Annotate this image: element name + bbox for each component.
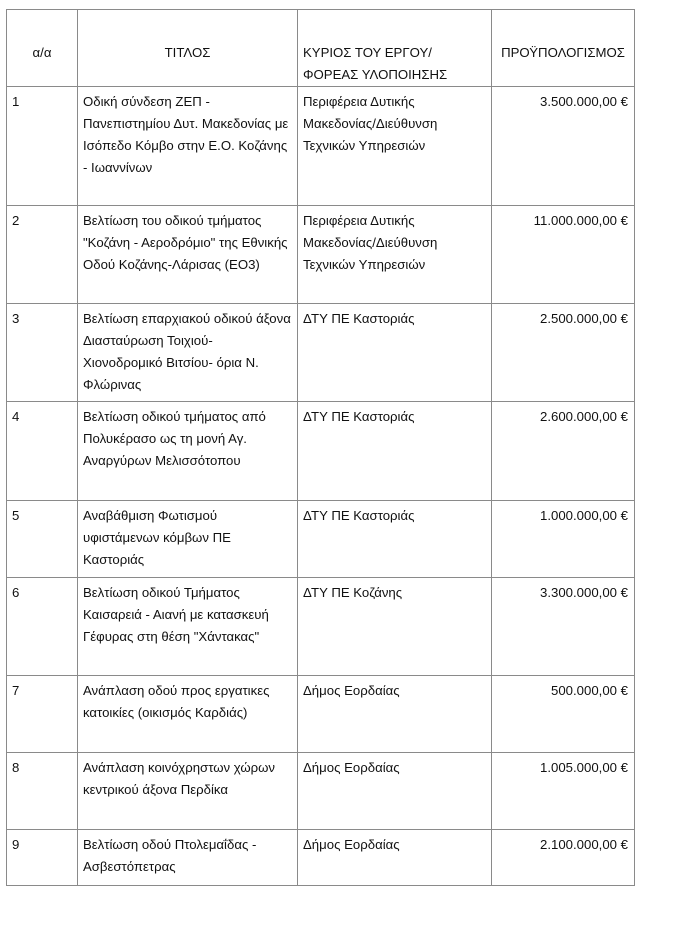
table-row [7, 830, 635, 886]
table-row [7, 753, 635, 830]
cell-aa: 5 [7, 501, 78, 578]
cell-title: Οδική σύνδεση ΖΕΠ - Πανεπιστημίου Δυτ. Μακεδονίας με Ισόπεδο Κόμβο στην Ε.Ο. Κοζάνης - Ιωαννίνων [78, 87, 298, 206]
table-body [7, 87, 635, 886]
cell-aa: 4 [7, 402, 78, 501]
cell-owner: ΔΤΥ ΠΕ Καστοριάς [298, 304, 492, 402]
cell-budget: 11.000.000,00 € [492, 206, 635, 304]
table-row [7, 402, 635, 501]
table-row [7, 578, 635, 676]
header-title: ΤΙΤΛΟΣ [78, 10, 298, 87]
cell-aa: 3 [7, 304, 78, 402]
table-row [7, 304, 635, 402]
cell-owner: Περιφέρεια Δυτικής Μακεδονίας/Διεύθυνση Τεχνικών Υπηρεσιών [298, 87, 492, 206]
cell-title: Βελτίωση του οδικού τμήματος "Κοζάνη - Αεροδρόμιο" της Εθνικής Οδού Κοζάνης-Λάρισας (ΕΟ3) [78, 206, 298, 304]
cell-budget: 1.005.000,00 € [492, 753, 635, 830]
cell-owner: Περιφέρεια Δυτικής Μακεδονίας/Διεύθυνση Τεχνικών Υπηρεσιών [298, 206, 492, 304]
cell-title: Ανάπλαση κοινόχρηστων χώρων κεντρικού άξονα Περδίκα [78, 753, 298, 830]
cell-title: Βελτίωση οδικού Τμήματος Καισαρειά - Αιανή με κατασκευή Γέφυρας στη θέση "Χάντακας" [78, 578, 298, 676]
cell-title: Βελτίωση οδικού τμήματος από Πολυκέρασο ως τη μονή Αγ. Αναργύρων Μελισσότοπου [78, 402, 298, 501]
projects-table [6, 9, 635, 886]
cell-budget: 2.500.000,00 € [492, 304, 635, 402]
cell-budget: 2.600.000,00 € [492, 402, 635, 501]
header-owner: ΚΥΡΙΟΣ ΤΟΥ ΕΡΓΟΥ/ΦΟΡΕΑΣ ΥΛΟΠΟΙΗΣΗΣ [298, 10, 492, 87]
cell-budget: 500.000,00 € [492, 676, 635, 753]
cell-title: Βελτίωση οδού Πτολεμαΐδας - Ασβεστόπετρας [78, 830, 298, 886]
table-row [7, 676, 635, 753]
cell-owner: Δήμος Εορδαίας [298, 676, 492, 753]
cell-title: Αναβάθμιση Φωτισμού υφιστάμενων κόμβων ΠΕ Καστοριάς [78, 501, 298, 578]
cell-owner: ΔΤΥ ΠΕ Καστοριάς [298, 501, 492, 578]
cell-aa: 6 [7, 578, 78, 676]
cell-budget: 3.500.000,00 € [492, 87, 635, 206]
header-aa: α/α [7, 10, 78, 87]
cell-aa: 9 [7, 830, 78, 886]
cell-aa: 1 [7, 87, 78, 206]
cell-owner: Δήμος Εορδαίας [298, 753, 492, 830]
cell-aa: 8 [7, 753, 78, 830]
cell-title: Ανάπλαση οδού προς εργατικες κατοικίες (οικισμός Καρδιάς) [78, 676, 298, 753]
cell-aa: 2 [7, 206, 78, 304]
cell-budget: 1.000.000,00 € [492, 501, 635, 578]
cell-owner: ΔΤΥ ΠΕ Κοζάνης [298, 578, 492, 676]
header-budget: ΠΡΟΫΠΟΛΟΓΙΣΜΟΣ [492, 10, 635, 87]
cell-budget: 3.300.000,00 € [492, 578, 635, 676]
table-row [7, 501, 635, 578]
table-row [7, 206, 635, 304]
table-header [7, 10, 635, 87]
cell-owner: ΔΤΥ ΠΕ Καστοριάς [298, 402, 492, 501]
cell-title: Βελτίωση επαρχιακού οδικού άξονα Διασταύρωση Τοιχιού-Χιονοδρομικό Βιτσίου- όρια Ν. Φλώρινας [78, 304, 298, 402]
cell-budget: 2.100.000,00 € [492, 830, 635, 886]
header-row [7, 10, 635, 87]
table-row [7, 87, 635, 206]
cell-aa: 7 [7, 676, 78, 753]
cell-owner: Δήμος Εορδαίας [298, 830, 492, 886]
